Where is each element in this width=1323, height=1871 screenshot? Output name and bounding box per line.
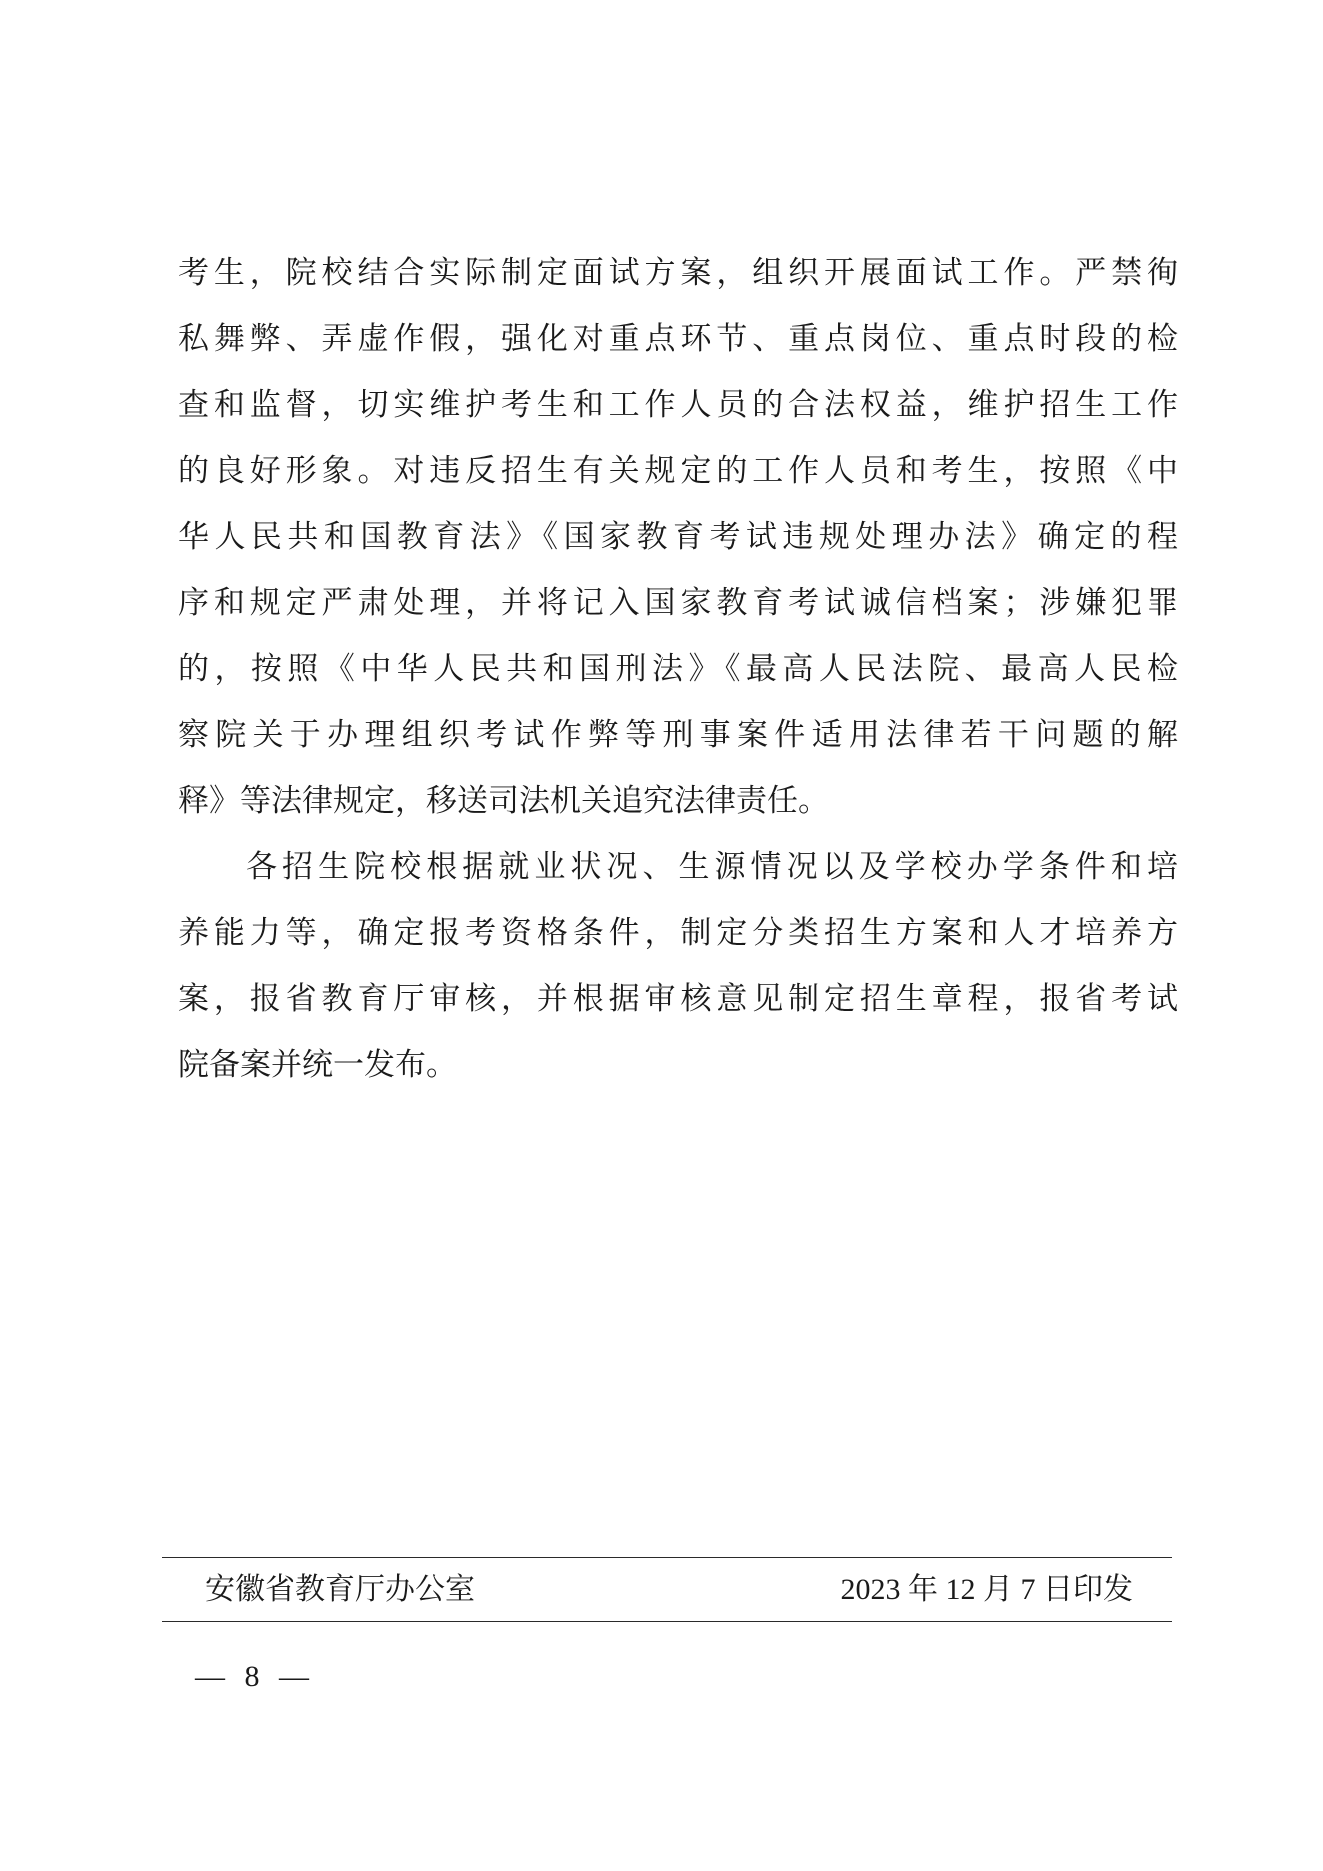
issuer-name: 安徽省教育厅办公室 xyxy=(205,1572,475,1607)
body-line: 院备案并统一发布。 xyxy=(178,1047,457,1083)
footer-top-rule xyxy=(162,1557,1172,1558)
body-line: 考生，院校结合实际制定面试方案，组织开展面试工作。严禁徇 xyxy=(178,255,1178,291)
body-line: 序和规定严肃处理，并将记入国家教育考试诚信档案；涉嫌犯罪 xyxy=(178,585,1178,621)
body-line: 华人民共和国教育法》《国家教育考试违规处理办法》确定的程 xyxy=(178,519,1178,555)
body-line: 察院关于办理组织考试作弊等刑事案件适用法律若干问题的解 xyxy=(178,717,1178,753)
issue-date: 2023 年 12 月 7 日印发 xyxy=(840,1573,1133,1606)
body-line: 查和监督，切实维护考生和工作人员的合法权益，维护招生工作 xyxy=(178,387,1178,423)
body-line: 的，按照《中华人民共和国刑法》《最高人民法院、最高人民检 xyxy=(178,651,1178,687)
document-body xyxy=(178,240,1178,1098)
body-line: 养能力等，确定报考资格条件，制定分类招生方案和人才培养方 xyxy=(178,915,1178,951)
page-number: — 8 — xyxy=(195,1660,315,1693)
body-line: 的良好形象。对违反招生有关规定的工作人员和考生，按照《中 xyxy=(178,453,1178,489)
body-line: 私舞弊、弄虚作假，强化对重点环节、重点岗位、重点时段的检 xyxy=(178,321,1178,357)
body-line: 释》等法律规定，移送司法机关追究法律责任。 xyxy=(178,783,829,819)
footer-bottom-rule xyxy=(162,1621,1172,1622)
body-line: 案，报省教育厅审核，并根据审核意见制定招生章程，报省考试 xyxy=(178,981,1178,1017)
body-line: 各招生院校根据就业状况、生源情况以及学校办学条件和培 xyxy=(246,849,1178,885)
